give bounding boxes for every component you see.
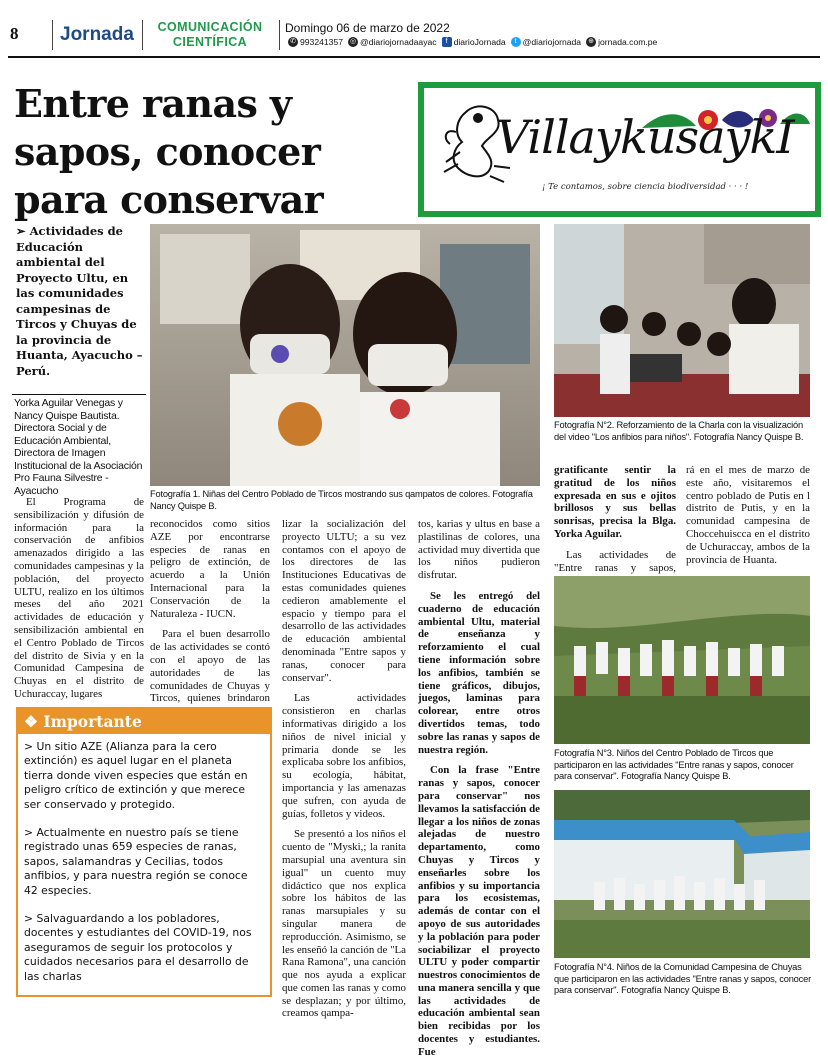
paragraph: rá en el mes de marzo de este año, visitaremos el centro poblado de Putis en l distrito de Putis, y en la comunidad campesina de Choccehuiscca en el distrito de Uchuraccay, ambos de la provincia de Huanta.	[686, 464, 810, 566]
header-rule	[8, 56, 820, 58]
photo-2	[554, 224, 810, 417]
photo-3-image	[554, 576, 810, 744]
paragraph: lizar la socialización del proyecto ULTU; a su vez contamos con el apoyo de los directores de las Instituciones Educativas de estas comunidades quienes cedieron amablemente el espacio y tiempo para el desarrollo de las actividades de educación ambiental denominada "Entre sapos y ranas, conocer para conservar".	[282, 518, 406, 684]
header-divider	[142, 20, 143, 50]
article-lead: ➢ Actividades de Educación ambiental del Proyecto Ultu, en las comunidades campesinas de Tircos y Chuyas de la provincia de Huanta, Ayacucho – Perú.	[16, 224, 143, 378]
article-authors: Yorka Aguilar Venegas y Nancy Quispe Bautista. Directora Social y de Educación Ambiental, Directora de Imagen Institucional de la Asociación Pro Fauna Silvestre - Ayacucho	[14, 397, 143, 497]
photo-3	[554, 576, 810, 744]
photo-2-caption: Fotografía N°2. Reforzamiento de la Charla con la visualización del video "Los anfibios para niños". Fotografía Nancy Quispe B.	[554, 420, 804, 442]
article-column-1	[14, 496, 144, 701]
importante-box	[16, 707, 272, 997]
photo-2-image	[554, 224, 810, 417]
article-column-2	[150, 518, 270, 731]
list-item: > Un sitio AZE (Alianza para la cero extinción) es aquel lugar en el planeta tierra donde viven especies que están en peligro crítico de extinción y que merece ser conservado y protegido.	[24, 740, 248, 811]
article-column-3	[282, 518, 406, 1020]
issue-date: Domingo 06 de marzo de 2022	[285, 21, 450, 35]
section-title-line1: COMUNICACIÓN	[157, 20, 263, 34]
instagram-handle: @diariojornadaayac	[360, 37, 437, 47]
whatsapp-icon: ✆	[288, 37, 298, 47]
photo-4-caption: Fotografía N°4. Niños de la Comunidad Campesina de Chuyas que participaron en las actividades "Entre ranas y sapos, conocer para conservar". Fotografía Nancy Quispe B.	[554, 962, 811, 995]
list-item: > Salvaguardando a los pobladores, docentes y estudiantes del COVID-19, nos aseguramos de seguir los protocolos y cuidados necesarios para el desarrollo de las charlas	[24, 912, 252, 983]
article-headline: Entre ranas y sapos, conocer para conservar	[14, 81, 324, 222]
brand-name: Jornada	[60, 24, 134, 45]
logo-wordmark: VillaykusaykI	[496, 110, 794, 164]
paragraph: Se les entregó del cuaderno de educación ambiental Ultu, material de enseñanza y reforzamiento el cual tiene información sobre los anfibios, también se tiene gráficos, dibujos, juegos, laminas para colorear, entre otros divertidos temas, todo sobre las ranas y sapos de nuestra región.	[418, 589, 540, 756]
photo-3-caption: Fotografía N°3. Niños del Centro Poblado de Tircos que participaron en las actividades "Entre ranas y sapos, conocer para conservar". Fotografía Nancy Quispe B.	[554, 748, 794, 781]
article-column-4	[418, 518, 540, 1059]
lead-divider	[12, 394, 146, 395]
paragraph: El Programa de sensibilización y difusión de información para la conservación de anfibios amenazados dirigido a las comunidades campesinas y la población, del proyecto ULTU, realizo en los últimos meses del año 2021 actividades de educación y sensibilización ambiental en el Centro Poblado de Tircos del distrito de Sivia y en la Comunidad Campesina de Chuyas en el distrito de Uchuraccay, lugares	[14, 496, 144, 700]
paragraph: tos, karias y ultus en base a plastilinas de colores, una actividad muy divertida que los niños pudieron disfrutar.	[418, 518, 540, 582]
facebook-icon: f	[442, 37, 452, 47]
paragraph: Las actividades de "Entre ranas y sapos,	[554, 548, 676, 574]
header-divider	[52, 20, 53, 50]
photo-4	[554, 790, 810, 958]
paragraph: Las actividades consistieron en charlas informativas dirigido a los niños de nivel inicial y primaria donde se les explicaba sobre los anfibios, su ecología, hábitat, importancia y las amenazas que sufren, con ayuda de guías, folletos y videos.	[282, 692, 406, 820]
importante-header	[18, 709, 270, 734]
twitter-handle: @diariojornada	[522, 37, 582, 47]
importante-title: Importante	[43, 712, 142, 731]
page-number: 8	[10, 24, 19, 43]
photo-4-image	[554, 790, 810, 958]
importante-list	[24, 740, 264, 998]
section-title	[146, 20, 274, 50]
photo-1-image	[150, 224, 540, 486]
photo-1-caption: Fotografía 1. Niñas del Centro Poblado de Tircos mostrando sus qampatos de colores. Fotografía Nancy Quispe B.	[150, 489, 533, 511]
section-title-line2: CIENTÍFICA	[172, 35, 248, 49]
article-column-6	[686, 464, 810, 566]
social-links	[285, 37, 657, 47]
facebook-handle: diarioJornada	[453, 37, 506, 47]
instagram-icon: ◎	[349, 38, 357, 45]
paragraph: Con la frase "Entre ranas y sapos, conocer para conservar" nos llevamos la satisfacción de llegar a los niños de zonas alejadas de nuestro departamento, como Chuyas y Tircos y enseñarles sobre los anfibios y su importancia para los ecosistemas, además de contar con el apoyo de sus autoridades y la población para poder sociabilizar el proyecto ULTU y poder compartir nuestros conocimientos de una manera sencilla y que las actividades de educación ambiental sean bien recibidas por los docentes y estudiantes. Fue	[418, 764, 540, 1058]
paragraph: gratificante sentir la gratitud de los niños expresada en sus e ojitos brillosos y sus bellas sonrisas, precisa la Blga. Yorka Aguilar.	[554, 464, 676, 540]
header-divider	[279, 20, 280, 50]
phone-number: 993241357	[300, 37, 344, 47]
column-logo	[418, 82, 821, 217]
globe-icon: ⊕	[586, 37, 596, 47]
website: jornada.com.pe	[598, 37, 658, 47]
list-item: > Actualmente en nuestro país se tiene registrado unas 659 especies de ranas, sapos, salamandras y Cecilias, todos anfibios, y para nuestra región se conoce 42 especies.	[24, 826, 248, 897]
paragraph: Para el buen desarrollo de las actividades se contó con el apoyo de las autoridades de las comunidades de Chuyas y Tircos, quienes brindaron	[150, 628, 270, 705]
paragraph: reconocidos como sitios AZE por encontrarse especies de ranas en peligro de extinción, de acuerdo a la Unión Internacional para la Conservación de la Naturaleza - IUCN.	[150, 518, 270, 620]
paragraph: Se presentó a los niños el cuento de "Myski,; la ranita marsupial una aventura sin igual" un cuento muy didáctico que nos explica sobre los hábitos de las ranas marsupiales y su singular manera de reproducción. Asimismo, se les enseñó la canción de "La Rana Ramona", una canción que nos ayuda a explicar que comen las ranas y como se desplazan; y por último, creamos qampa-	[282, 828, 406, 1020]
diamond-icon: ❖	[24, 712, 38, 731]
twitter-icon: t	[511, 37, 521, 47]
photo-1	[150, 224, 540, 486]
logo-tagline: ¡ Te contamos, sobre ciencia biodiversidad · · · !	[542, 182, 749, 192]
